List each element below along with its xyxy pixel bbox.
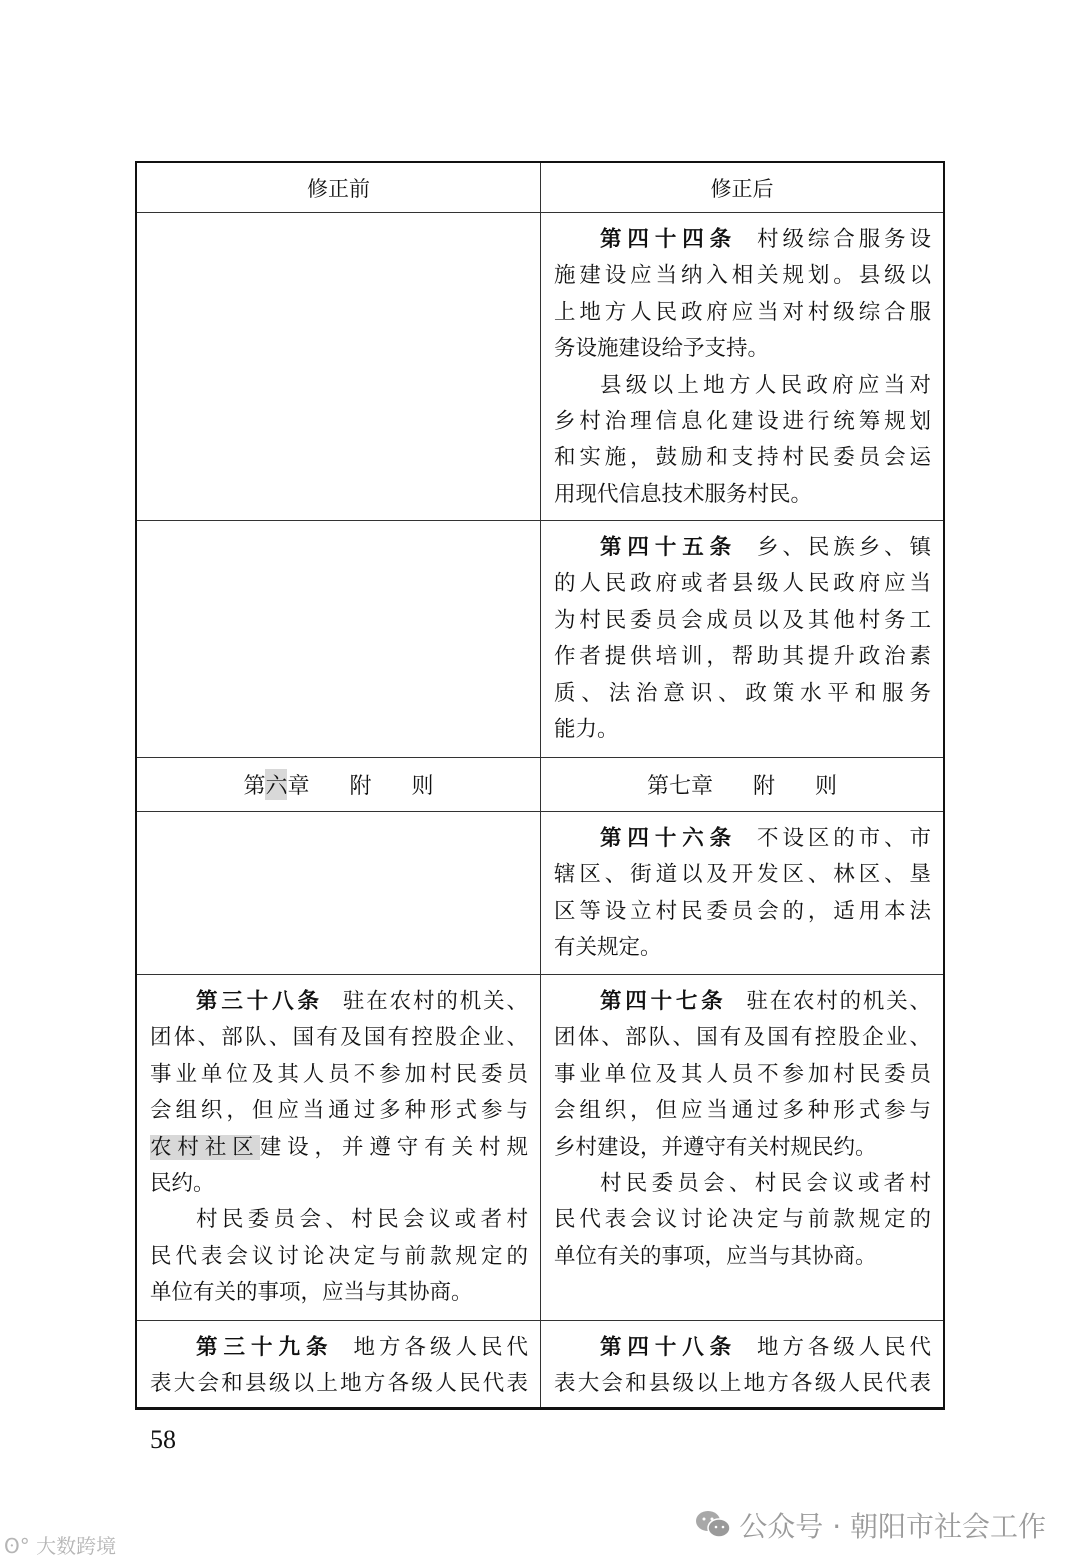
cell-after [540, 975, 943, 1320]
line-text: 村民委员会、村民会议或者村 [196, 1207, 528, 1233]
wechat-watermark [695, 1505, 1046, 1545]
text-line [554, 930, 931, 966]
text-line [150, 1093, 528, 1129]
line-text: 民代表会议讨论决定与前款规定的 [554, 1207, 931, 1233]
article-number: 第三十八条 [196, 989, 323, 1014]
article-number: 第四十七条 [600, 989, 727, 1014]
logo-watermark [4, 1530, 116, 1559]
line-text: 团体、部队、国有及国有控股企业、 [554, 1025, 931, 1051]
text-line [554, 1366, 931, 1402]
cell-after [540, 213, 943, 520]
text-line [554, 295, 931, 331]
text-line [554, 368, 931, 404]
text-line [150, 1166, 528, 1202]
chapter-text: 第 [243, 774, 266, 799]
line-text: 能力。 [554, 716, 619, 742]
chapter-text: 章 [287, 774, 310, 799]
chapter-word: 附 [752, 774, 775, 799]
highlighted-text: 六 [265, 769, 287, 800]
text-line [554, 331, 931, 367]
line-text: 质、法治意识、政策水平和服务 [554, 680, 931, 706]
line-text: 的人民政府或者县级人民政府应当 [554, 571, 931, 597]
line-text: 事业单位及其人员不参加村民委员 [150, 1061, 528, 1087]
wechat-account-name: 公众号 · 朝阳市社会工作 [739, 1510, 1046, 1543]
line-text: 表大会和县级以上地方各级人民代表 [150, 1371, 528, 1397]
cell-before-empty [137, 213, 540, 520]
logo-icon: ʘ° [4, 1534, 37, 1558]
logo-text: 大数跨境 [36, 1534, 117, 1558]
line-text: 会组织，但应当通过多种形式参与 [554, 1098, 931, 1124]
line-text: 为村民委员会成员以及其他村务工 [554, 607, 931, 633]
line-text: 县级以上地方人民政府应当对 [600, 372, 931, 398]
line-text: 驻在农村的机关、 [342, 989, 528, 1014]
text-line [150, 984, 528, 1020]
table-header-row [137, 163, 943, 212]
highlighted-text: 农村社区 [150, 1134, 260, 1160]
line-text: 地方各级人民代 [353, 1335, 528, 1360]
line-text: 驻在农村的机关、 [746, 989, 931, 1014]
table-row [137, 520, 943, 757]
chapter-word: 则 [411, 774, 434, 799]
cell-after [540, 521, 943, 757]
table-row [137, 212, 943, 520]
line-text: 乡、民族乡、镇 [757, 535, 931, 560]
text-line [150, 1057, 528, 1093]
article-number: 第三十九条 [196, 1335, 334, 1360]
text-line [554, 1239, 931, 1275]
text-line [554, 676, 931, 712]
line-text: 表大会和县级以上地方各级人民代表 [554, 1371, 931, 1397]
table-row [137, 811, 943, 974]
text-line [554, 984, 931, 1020]
cell-before [137, 1321, 540, 1407]
text-line [554, 1330, 931, 1366]
text-line [554, 1166, 931, 1202]
text-line [554, 1202, 931, 1238]
text-line [554, 566, 931, 602]
text-line [150, 1020, 528, 1056]
line-text: 乡村建设，并遵守有关村规民约。 [554, 1134, 877, 1160]
wechat-icon [695, 1509, 731, 1541]
line-text: 民代表会议讨论决定与前款规定的 [150, 1243, 528, 1269]
text-line [554, 1057, 931, 1093]
article-number: 第四十五条 [600, 535, 738, 560]
cell-after [540, 812, 943, 974]
text-line [150, 1275, 528, 1311]
header-before: 修正前 [307, 176, 370, 201]
line-text: 作者提供培训，帮助其提升政治素 [554, 644, 931, 670]
line-text: 施建设应当纳入相关规划。县级以 [554, 263, 931, 289]
chapter-after [540, 758, 943, 811]
comparison-table [135, 161, 945, 1410]
line-text: 乡村治理信息化建设进行统筹规划 [554, 408, 931, 434]
text-line [554, 712, 931, 748]
text-line [150, 1202, 528, 1238]
text-line [554, 222, 931, 258]
text-line [150, 1130, 528, 1166]
line-text: 村级综合服务设 [757, 227, 931, 252]
line-text: 团体、部队、国有及国有控股企业、 [150, 1025, 528, 1051]
line-text: 区等设立村民委员会的，适用本法 [554, 898, 931, 924]
line-text: 村民委员会、村民会议或者村 [600, 1170, 931, 1196]
cell-before-empty [137, 812, 540, 974]
text-line [554, 440, 931, 476]
text-line [554, 821, 931, 857]
text-line [554, 1020, 931, 1056]
cell-before [137, 975, 540, 1320]
header-after: 修正后 [540, 163, 943, 212]
article-number: 第四十六条 [600, 826, 738, 851]
line-text: 用现代信息技术服务村民。 [554, 481, 813, 507]
text-line [554, 603, 931, 639]
article-number: 第四十四条 [600, 227, 738, 252]
line-text: 事业单位及其人员不参加村民委员 [554, 1061, 931, 1087]
page-number: 58 [150, 1425, 176, 1454]
text-line [554, 1093, 931, 1129]
text-line [150, 1366, 528, 1402]
line-text: 务设施建设给予支持。 [554, 336, 770, 362]
chapter-before [137, 758, 540, 811]
line-text: 民约。 [150, 1170, 215, 1196]
chapter-row [137, 757, 943, 811]
text-line [554, 404, 931, 440]
line-text: 有关规定。 [554, 935, 662, 961]
chapter-word: 附 [349, 774, 372, 799]
line-text: 不设区的市、市 [757, 826, 931, 851]
text-line [554, 1130, 931, 1166]
line-text: 单位有关的事项，应当与其协商。 [554, 1243, 877, 1269]
line-text: 单位有关的事项，应当与其协商。 [150, 1280, 473, 1306]
line-text: 辖区、街道以及开发区、林区、垦 [554, 862, 931, 888]
article-number: 第四十八条 [600, 1335, 738, 1360]
text-line [150, 1239, 528, 1275]
line-text: 会组织，但应当通过多种形式参与 [150, 1098, 528, 1124]
text-line [554, 477, 931, 513]
cell-after [540, 1321, 943, 1407]
text-line [554, 894, 931, 930]
text-line [554, 639, 931, 675]
chapter-text: 第七章 [646, 774, 713, 799]
text-line [554, 530, 931, 566]
text-line [150, 1330, 528, 1366]
line-text: 上地方人民政府应当对村级综合服 [554, 299, 931, 325]
line-text: 建设，并遵守有关村规 [259, 1134, 528, 1160]
table-row [137, 1320, 943, 1407]
text-line [554, 258, 931, 294]
line-text: 和实施，鼓励和支持村民委员会运 [554, 445, 931, 471]
cell-before-empty [137, 521, 540, 757]
chapter-word: 则 [815, 774, 838, 799]
line-text: 地方各级人民代 [757, 1335, 931, 1360]
text-line [554, 857, 931, 893]
table-row [137, 974, 943, 1320]
